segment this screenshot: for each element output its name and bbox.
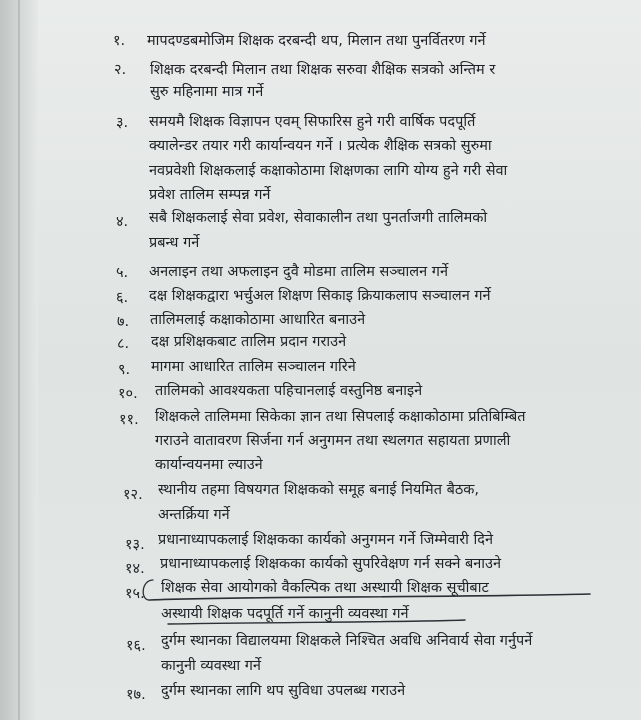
list-item-text: मागमा आधारित तालिम सञ्चालन गरिने (151, 359, 356, 375)
list-item-number: ४. (116, 214, 129, 230)
list-item-number: १२. (123, 487, 143, 503)
list-item-text: मापदण्डबमोजिम शिक्षक दरबन्दी थप, मिलान तथा पुनर्वितरण गर्ने (147, 33, 486, 49)
list-item-number: १. (113, 33, 126, 49)
list-item-number: १६. (126, 638, 146, 654)
list-item-number: ६. (116, 290, 129, 306)
list-item-number: २. (114, 62, 127, 78)
list-item-text: दुर्गम स्थानका लागि थप सुविधा उपलब्ध गराउने (161, 683, 406, 699)
list-item-number: १५. (125, 586, 145, 602)
list-item-number: १७. (126, 687, 146, 703)
list-item-text: प्रधानाध्यापकलाई शिक्षकका कार्यको सुपरिवेक्षण गर्न सक्ने बनाउने (160, 556, 502, 572)
list-item-text: नवप्रवेशी शिक्षकलाई कक्षाकोठामा शिक्षणका लागि योग्य हुने गरी सेवा (149, 163, 508, 179)
list-item-text: सुरु महिनामा मात्र गर्ने (150, 84, 264, 100)
list-item-text: दक्ष शिक्षकद्वारा भर्चुअल शिक्षण सिकाइ क्रियाकलाप सञ्चालन गर्ने (149, 288, 491, 304)
list-item-number: ९. (118, 362, 131, 378)
list-item-text: शिक्षकले तालिममा सिकेका ज्ञान तथा सिपलाई कक्षाकोठामा प्रतिबिम्बित (155, 409, 526, 425)
list-item-text: स्थानीय तहमा विषयगत शिक्षकको समूह बनाई नियमित बैठक, (158, 482, 480, 498)
list-item-text: सबै शिक्षकलाई सेवा प्रवेश, सेवाकालीन तथा पुनर्ताजगी तालिमको (149, 210, 488, 226)
list-item-text: शिक्षक सेवा आयोगको वैकल्पिक तथा अस्थायी शिक्षक सूचीबाट (161, 580, 489, 596)
list-item-number: १०. (118, 386, 138, 402)
list-item-text: प्रवेश तालिम सम्पन्न गर्ने (149, 187, 271, 203)
list-item-text: अनलाइन तथा अफलाइन दुवै मोडमा तालिम सञ्चालन गर्ने (149, 264, 449, 280)
list-item-text: प्रबन्ध गर्ने (149, 235, 200, 251)
list-item-text: गराउने वातावरण सिर्जना गर्न अनुगमन तथा स्थलगत सहायता प्रणाली (155, 433, 511, 449)
list-item-text: क्यालेन्डर तयार गरी कार्यान्वयन गर्ने । प्रत्येक शैक्षिक सत्रको सुरुमा (149, 138, 492, 154)
list-item-number: १३. (125, 537, 145, 553)
list-item-number: ७. (117, 314, 130, 330)
list-item-number: ८. (117, 336, 130, 352)
list-item-text: तालिमलाई कक्षाकोठामा आधारित बनाउने (150, 312, 366, 328)
list-item-text: दक्ष प्रशिक्षकबाट तालिम प्रदान गराउने (151, 334, 347, 350)
list-item-text: कार्यान्वयनमा ल्याउने (155, 457, 263, 473)
list-item-text: दुर्गम स्थानका विद्यालयमा शिक्षकले निश्चित अवधि अनिवार्य सेवा गर्नुपर्ने (161, 633, 533, 649)
list-item-number: १४. (125, 561, 145, 577)
list-item-text: कानुनी व्यवस्था गर्ने (161, 658, 261, 674)
list-item-number: ३. (116, 115, 129, 131)
list-item-number: ११. (119, 412, 139, 428)
list-item-number: ५. (116, 265, 129, 281)
list-item-text: शिक्षक दरबन्दी मिलान तथा शिक्षक सरुवा शैक्षिक सत्रको अन्तिम र (150, 62, 496, 78)
list-item-text: अन्तर्क्रिया गर्ने (158, 507, 230, 523)
list-item-text: अस्थायी शिक्षक पदपूर्ति गर्ने कानुनी व्यवस्था गर्ने (161, 606, 409, 622)
list-item-text: समयमै शिक्षक विज्ञापन एवम् सिफारिस हुने गरी वार्षिक पदपूर्ति (149, 114, 476, 130)
list-item-text: तालिमको आवश्यकता पहिचानलाई वस्तुनिष्ठ बनाइने (155, 383, 423, 399)
list-item-text: प्रधानाध्यापकलाई शिक्षकका कार्यको अनुगमन गर्ने जिम्मेवारी दिने (158, 532, 494, 548)
